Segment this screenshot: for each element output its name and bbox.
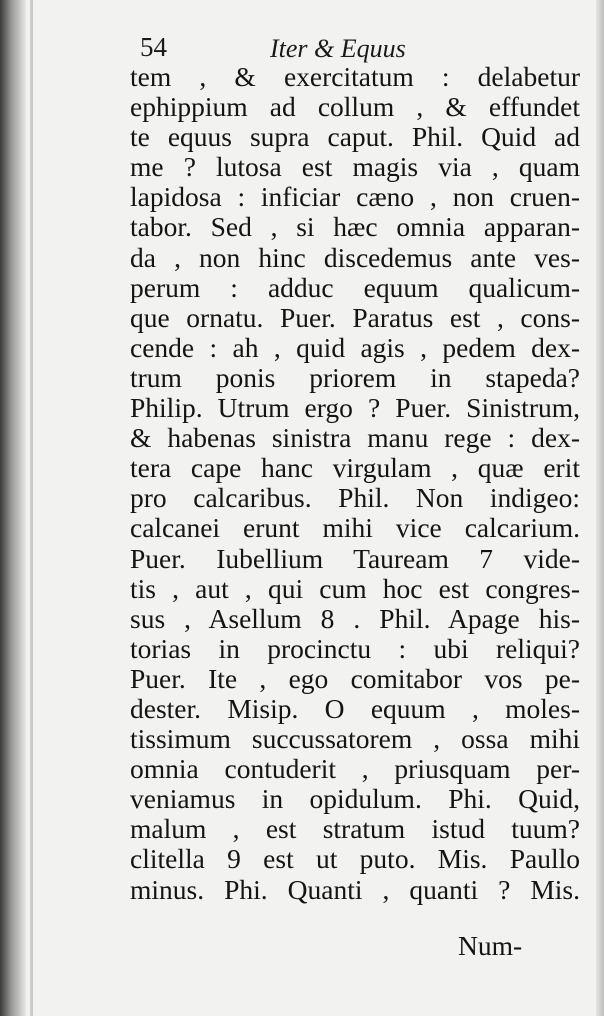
text-line: clitella 9 est ut puto. Mis. Paullo bbox=[130, 843, 580, 875]
text-line: omnia contuderit , priusquam per- bbox=[130, 753, 580, 785]
text-line: ephippium ad collum , & effundet bbox=[130, 91, 580, 123]
text-line: Philip. Utrum ergo ? Puer. Sinistrum, bbox=[130, 392, 580, 424]
text-line: lapidosa : inficiar cæno , non cruen- bbox=[130, 181, 580, 213]
text-line: dester. Misip. O equum , moles- bbox=[130, 692, 580, 724]
text-line: calcanei erunt mihi vice calcarium. bbox=[130, 512, 580, 544]
text-line: te equus supra caput. Phil. Quid ad bbox=[130, 121, 580, 153]
text-line: que ornatu. Puer. Paratus est , cons- bbox=[130, 301, 580, 333]
text-line: pro calcaribus. Phil. Non indigeo: bbox=[130, 482, 580, 514]
body-text bbox=[130, 62, 580, 905]
text-line: minus. Phi. Quanti , quanti ? Mis. bbox=[130, 873, 580, 905]
running-head: Iter & Equus bbox=[270, 34, 406, 63]
text-line: Puer. Ite , ego comitabor vos pe- bbox=[130, 662, 580, 694]
text-line: sus , Asellum 8 . Phil. Apage his- bbox=[130, 602, 580, 634]
text-line: trum ponis priorem in stapeda? bbox=[130, 361, 580, 393]
text-line: malum , est stratum istud tuum? bbox=[130, 813, 580, 845]
text-line: veniamus in opidulum. Phi. Quid, bbox=[130, 783, 580, 815]
text-line: perum : adduc equum qualicum- bbox=[130, 271, 580, 303]
page-edge bbox=[596, 0, 604, 1016]
text-line: torias in procinctu : ubi reliqui? bbox=[130, 632, 580, 664]
text-line: cende : ah , quid agis , pedem dex- bbox=[130, 331, 580, 363]
text-line: tem , & exercitatum : delabetur bbox=[130, 61, 580, 92]
text-line: & habenas sinistra manu rege : dex- bbox=[130, 422, 580, 454]
gutter-edge bbox=[30, 0, 33, 1016]
page-number: 54 bbox=[140, 32, 167, 62]
text-line: tera cape hanc virgulam , quæ erit bbox=[130, 452, 580, 484]
text-line: Puer. Iubellium Tauream 7 vide- bbox=[130, 542, 580, 574]
text-line: me ? lutosa est magis via , quam bbox=[130, 151, 580, 183]
text-line: tabor. Sed , si hæc omnia apparan- bbox=[130, 211, 580, 243]
gutter-shadow bbox=[0, 0, 26, 1016]
text-line: tissimum succussatorem , ossa mihi bbox=[130, 723, 580, 755]
page-header bbox=[140, 26, 580, 66]
catchword: Num- bbox=[458, 930, 523, 961]
text-line: tis , aut , qui cum hoc est congres- bbox=[130, 572, 580, 604]
text-line: da , non hinc discedemus ante ves- bbox=[130, 241, 580, 273]
